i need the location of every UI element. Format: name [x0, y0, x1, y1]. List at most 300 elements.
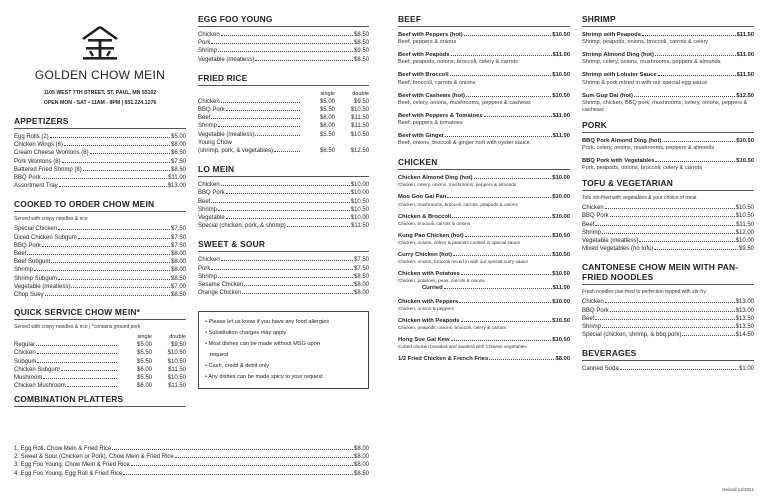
- dot-leader: [255, 60, 353, 61]
- item-price: $10.00: [350, 182, 369, 189]
- item-price: $8.50: [170, 292, 186, 299]
- item-name: Pork: [198, 40, 211, 47]
- dot-leader: [37, 353, 117, 354]
- item-header: [398, 213, 570, 221]
- item-name: Beef with Peppers (hot): [398, 32, 463, 38]
- cook-to-order-item: [14, 225, 186, 233]
- item-price: $8.50: [353, 40, 369, 47]
- dot-leader: [464, 35, 552, 36]
- fried-rice-item: [198, 131, 369, 139]
- item-price: $10.50: [552, 317, 570, 324]
- item-price-single: $5.00: [319, 98, 335, 105]
- beef-title: BEEF: [398, 14, 570, 27]
- dot-leader: [226, 218, 350, 219]
- item-price: $7.50: [170, 234, 186, 241]
- item-price: $8.00: [170, 142, 186, 149]
- item-price: $10.50: [552, 337, 570, 344]
- item-name: Chicken: [198, 32, 220, 38]
- dot-leader: [58, 279, 170, 280]
- item-price-single: $5.50: [319, 131, 335, 138]
- dot-leader: [221, 35, 353, 36]
- dot-leader: [452, 217, 551, 218]
- item-price: $14.50: [735, 332, 754, 339]
- cook-to-order-note: Served with crispy noodles & rice: [14, 216, 88, 223]
- dot-leader: [218, 210, 350, 211]
- col-double-label: double: [169, 334, 186, 341]
- tofu-item: [582, 204, 754, 212]
- dot-leader: [59, 186, 167, 187]
- item-name: Special (chicken, pork, & shrimp): [198, 223, 286, 230]
- beverages-title: BEVERAGES: [582, 348, 754, 361]
- dot-leader: [221, 185, 350, 186]
- fried-rice-item: [198, 98, 369, 106]
- item-name: Shrimp: [14, 267, 34, 274]
- chicken-item: [398, 174, 570, 188]
- egg-foo-young-item: [198, 56, 369, 64]
- dot-leader: [226, 110, 300, 111]
- lo-mein-item: [198, 189, 369, 197]
- dot-leader: [36, 345, 117, 346]
- item-price-double: $12.50: [350, 148, 369, 155]
- item-name: Beef: [582, 315, 595, 322]
- item-variant: [398, 284, 570, 292]
- item-description: Beef, peapods, onions, broccoli, celery & carrots: [398, 59, 519, 66]
- dot-leader: [658, 75, 736, 76]
- item-price: $7.50: [170, 226, 186, 233]
- dot-leader: [211, 43, 353, 44]
- item-name: Beef with Peapods: [398, 52, 450, 59]
- column-4: [582, 14, 754, 374]
- item-price-double: $11.50: [351, 123, 369, 130]
- item-name: Beef: [198, 198, 211, 205]
- lo-mein-title: LO MEIN: [198, 164, 369, 177]
- combo-item: [14, 453, 369, 461]
- cook-to-order-item: [14, 266, 186, 274]
- cantonese-list: [582, 298, 754, 339]
- item-price: $8.00: [170, 267, 186, 274]
- item-price: $10.50: [552, 232, 570, 239]
- item-price-single: $6.00: [136, 366, 152, 373]
- tofu-item: [582, 245, 754, 253]
- quick-service-section: [14, 307, 186, 390]
- dot-leader: [655, 55, 736, 56]
- quick-service-item: [14, 366, 186, 374]
- item-name: Chicken: [582, 205, 604, 212]
- item-name: Chicken: [198, 182, 220, 189]
- item-name: Subgum: [14, 358, 37, 365]
- item-price-single: $6.00: [136, 383, 152, 390]
- item-description: Pork, celery, onions, mushrooms, peppers & almonds: [582, 145, 715, 152]
- dot-leader: [662, 141, 735, 142]
- item-header: [582, 31, 754, 39]
- item-price: $13.50: [735, 324, 754, 331]
- dot-leader: [221, 102, 300, 103]
- item-price: $10.50: [736, 158, 754, 165]
- lo-mein-item: [198, 214, 369, 222]
- item-price-double: $9.50: [170, 342, 186, 349]
- chicken-item: [398, 213, 570, 227]
- item-price-double: $10.50: [167, 350, 186, 357]
- item-name: BBQ Pork: [198, 107, 225, 114]
- item-price: $11.50: [736, 221, 754, 228]
- dot-leader: [244, 285, 353, 286]
- item-name: 2. Sweet & Sour (Chicken or Pork), Chow Mein & Fried Rice: [14, 454, 174, 461]
- item-name: BBQ Pork: [582, 213, 609, 220]
- item-price: $11.50: [736, 32, 754, 38]
- item-name: Vegetable (meatless): [14, 283, 71, 290]
- combos-list: [14, 445, 369, 478]
- chicken-item: [398, 251, 570, 265]
- appetizers-title: APPETIZERS: [14, 116, 186, 129]
- dot-leader: [61, 370, 117, 371]
- beef-item: [398, 51, 570, 66]
- item-name: Pork Wontons (8): [14, 158, 61, 165]
- sweet-sour-item: [198, 289, 369, 297]
- fried-rice-item: [198, 147, 369, 155]
- note-item: • Please let us know if you have any food allergies: [205, 319, 330, 326]
- dot-leader: [43, 378, 117, 379]
- item-name: 3. Egg Foo Young, Chow Mein & Fried Rice: [14, 462, 130, 469]
- item-name: Chicken Subgum: [14, 366, 60, 373]
- fried-rice-item: [198, 114, 369, 122]
- item-price: $12.00: [735, 229, 754, 236]
- item-header: [398, 132, 570, 140]
- sweet-sour-item: [198, 273, 369, 281]
- item-name: Chicken: [198, 257, 220, 264]
- dot-leader: [78, 238, 170, 239]
- item-name: Shrimp with Peapods: [582, 32, 641, 38]
- egg-foo-young-list: [198, 31, 369, 64]
- quick-service-item: [14, 358, 186, 366]
- item-name: Regular: [14, 342, 36, 349]
- beef-list: [398, 31, 570, 147]
- beef-item: [398, 31, 570, 46]
- tofu-item: [582, 221, 754, 229]
- item-name: Chicken Almond Ding (hot): [398, 175, 473, 182]
- dot-leader: [634, 96, 735, 97]
- cook-to-order-item: [14, 234, 186, 242]
- appetizer-item: [14, 158, 186, 166]
- dot-leader: [654, 249, 738, 250]
- item-price: $10.50: [736, 137, 754, 144]
- item-header: [398, 112, 570, 120]
- dot-leader: [450, 75, 552, 76]
- item-header: [398, 336, 570, 344]
- item-price: $11.00: [552, 112, 570, 119]
- restaurant-name: GOLDEN CHOW MEIN: [34, 68, 166, 82]
- quick-service-note: Served with crispy noodles & rice | *contains ground pork: [14, 324, 141, 331]
- item-name: Chicken with Peppers: [398, 298, 459, 305]
- pork-title: PORK: [582, 120, 754, 133]
- item-name: BBQ Pork Almond Ding (hot): [582, 137, 662, 144]
- item-name: 1/2 Fried Chicken & French Fries: [398, 356, 489, 363]
- cook-to-order-item: [14, 275, 186, 283]
- item-name: Beef: [14, 251, 27, 258]
- dot-leader: [221, 260, 353, 261]
- item-name: Kung Pao Chicken (hot): [398, 232, 464, 239]
- item-price-single: $6.00: [319, 123, 335, 130]
- item-price: $8.00: [353, 462, 369, 469]
- item-name: Diced Chicken Subgum: [14, 234, 77, 241]
- item-description: Chicken, peapods, onions, broccoli, celery & carrots: [398, 325, 506, 331]
- combo-item: [14, 461, 369, 469]
- item-header: [398, 71, 570, 79]
- pork-item: [582, 137, 754, 152]
- chicken-item: [398, 298, 570, 312]
- item-name: BBQ Pork: [198, 190, 225, 197]
- dot-leader: [274, 151, 300, 152]
- column-3: [398, 14, 570, 368]
- item-name: Vegetable (meatless): [198, 56, 255, 63]
- item-price: $8.50: [170, 166, 186, 173]
- item-price-single: $5.00: [136, 342, 152, 349]
- dot-leader: [50, 137, 170, 138]
- combo-item: [14, 445, 369, 453]
- item-price-single: $6.50: [319, 148, 335, 155]
- dot-leader: [83, 170, 170, 171]
- item-price: $13.00: [735, 307, 754, 314]
- col-single-label: single: [137, 334, 152, 341]
- item-name: Moo Goo Gai Pan: [398, 194, 447, 201]
- col-double-label: double: [352, 90, 369, 97]
- shrimp-item: [582, 71, 754, 86]
- dot-leader: [461, 321, 552, 322]
- item-name: Shrimp: [582, 229, 602, 236]
- item-name: Special Chicken: [14, 226, 58, 233]
- item-name: Chop Suey: [14, 292, 44, 299]
- pork-list: [582, 137, 754, 172]
- column-2: [198, 14, 369, 389]
- item-description: Chicken, broccoli, carrots & onions: [398, 220, 471, 226]
- item-price: $1.00: [738, 366, 754, 373]
- item-header: [398, 298, 570, 306]
- quick-service-item: [14, 349, 186, 357]
- item-price: $11.50: [736, 72, 754, 79]
- quick-service-item: [14, 374, 186, 382]
- cook-to-order-item: [14, 250, 186, 258]
- dot-leader: [682, 335, 734, 336]
- appetizer-item: [14, 133, 186, 141]
- item-name: BBQ Pork with Vegetables: [582, 158, 655, 165]
- item-name: Beef: [582, 221, 595, 228]
- item-price: $9.50: [738, 246, 754, 253]
- combos-title-wrap: [14, 394, 186, 407]
- item-price: $7.50: [353, 257, 369, 264]
- dot-leader: [447, 197, 551, 198]
- item-name: Young Chow: [198, 139, 232, 146]
- item-name: Vegetable (meatless): [582, 238, 639, 245]
- appetizer-item: [14, 174, 186, 182]
- item-price: $8.00: [353, 282, 369, 289]
- item-name: Sum Gup Dai (hot): [582, 92, 633, 99]
- item-name: Chicken: [14, 350, 36, 357]
- quick-service-item: [14, 382, 186, 390]
- beef-item: [398, 92, 570, 107]
- item-name: 1. Egg Roll, Chow Mein & Fried Rice: [14, 446, 112, 452]
- combos-title: COMBINATION PLATTERS: [14, 394, 186, 407]
- dot-leader: [242, 293, 353, 294]
- item-name: Hong Sue Gai Kew: [398, 337, 450, 344]
- dot-leader: [51, 262, 170, 263]
- item-price: $10.00: [552, 194, 570, 201]
- note-item: • Cash, credit & debit only: [205, 363, 270, 370]
- item-description: Shrimp & pork mixed in with our special egg sauce: [582, 79, 708, 86]
- item-header: [582, 157, 754, 165]
- dot-leader: [64, 145, 170, 146]
- item-price: $11.00: [552, 133, 570, 140]
- item-price: $8.50: [353, 32, 369, 38]
- fried-rice-header: [198, 90, 369, 98]
- item-price: $11.00: [168, 175, 186, 182]
- dot-leader: [287, 226, 350, 227]
- item-price-double: $9.50: [353, 98, 369, 105]
- item-price: $8.00: [353, 446, 369, 452]
- item-name: Egg Rolls (2): [14, 134, 49, 140]
- item-description: Beef, broccoli, carrots & onions: [398, 79, 476, 86]
- tofu-item: [582, 229, 754, 237]
- sweet-sour-list: [198, 256, 369, 297]
- item-name: Chicken Mushroom: [14, 383, 66, 390]
- item-description: Chicken, onions & peppers: [398, 305, 455, 311]
- item-price: $10.50: [552, 32, 570, 38]
- dot-leader: [466, 96, 551, 97]
- dot-leader: [62, 162, 170, 163]
- cantonese-item: [582, 298, 754, 306]
- item-price-double: $10.50: [350, 107, 369, 114]
- item-price: $13.00: [735, 299, 754, 306]
- beef-item: [398, 71, 570, 86]
- item-price-double: $10.50: [167, 358, 186, 365]
- item-price: $10.50: [552, 271, 570, 278]
- golden-chow-mein-logo-icon: [80, 26, 120, 60]
- item-price: $8.00: [170, 251, 186, 258]
- item-description: Shrimp, celery, onions, mushrooms, peppers & almonds: [582, 59, 721, 66]
- item-price-double: $11.50: [168, 366, 186, 373]
- cook-to-order-title: COOKED TO ORDER CHOW MEIN: [14, 199, 186, 212]
- item-price: $8.50: [353, 56, 369, 63]
- dot-leader: [602, 327, 735, 328]
- item-price: $8.00: [555, 356, 570, 363]
- item-name: Chicken Wings (6): [14, 142, 64, 149]
- item-description: Beef, peppers & tomatoes: [398, 120, 463, 127]
- item-price: $7.00: [170, 283, 186, 290]
- sweet-sour-item: [198, 265, 369, 273]
- item-price: $7.50: [170, 242, 186, 249]
- item-price-double: $11.50: [351, 115, 369, 122]
- fried-rice-item: [198, 139, 369, 147]
- pork-item: [582, 157, 754, 172]
- beef-item: [398, 132, 570, 147]
- dot-leader: [444, 288, 552, 289]
- lo-mein-list: [198, 181, 369, 230]
- item-description: Chicken, mushrooms, broccoli, carrots, peapods & onions: [398, 201, 518, 207]
- item-name: Shrimp: [198, 48, 218, 55]
- item-header: [398, 251, 570, 259]
- item-price: $11.50: [351, 223, 369, 230]
- dot-leader: [605, 302, 735, 303]
- egg-foo-young-item: [198, 31, 369, 39]
- shrimp-list: [582, 31, 754, 114]
- tofu-list: [582, 204, 754, 253]
- chicken-list: [398, 174, 570, 363]
- item-name: Chicken with Peapods: [398, 317, 460, 324]
- dot-leader: [218, 277, 353, 278]
- item-name: Shrimp: [198, 206, 218, 213]
- item-price: $5.00: [170, 134, 186, 140]
- dot-leader: [112, 449, 353, 450]
- tofu-note: Tofu stir-fried with vegetables & your choice of meat: [582, 195, 697, 202]
- item-price: $11.00: [736, 52, 754, 59]
- dot-leader: [595, 225, 735, 226]
- item-description: Beef, onions, broccoli & ginger root with oyster sauce: [398, 140, 530, 147]
- item-name: Vegetable (meatless): [198, 131, 255, 138]
- dot-leader: [453, 255, 551, 256]
- variant-price: $11.00: [552, 285, 570, 292]
- item-name: Cream Cheese Wontons (8): [14, 150, 89, 157]
- dot-leader: [459, 302, 551, 303]
- item-name: Chicken with Potatoes: [398, 271, 460, 278]
- item-name: 4. Egg Foo Young, Egg Roll & Fried Rice: [14, 470, 123, 477]
- cantonese-note: Fresh noodles pan-fried to perfection topped with stir-fry: [582, 289, 706, 296]
- item-description: Beef, peppers & onions: [398, 39, 457, 46]
- item-price-single: $5.50: [136, 375, 152, 382]
- restaurant-hours: OPEN MON - SAT • 11AM - 8PM | 651.224.1276: [43, 100, 157, 106]
- item-price: $10.50: [552, 252, 570, 259]
- shrimp-title: SHRIMP: [582, 14, 754, 27]
- item-price: $13.50: [735, 315, 754, 322]
- lo-mein-item: [198, 198, 369, 206]
- item-price-single: $6.00: [319, 115, 335, 122]
- item-header: [398, 193, 570, 201]
- notes-box: [198, 311, 369, 389]
- item-name: Sesame Chicken: [198, 282, 244, 289]
- dot-leader: [639, 241, 734, 242]
- item-name: BBQ Pork: [14, 242, 41, 249]
- appetizer-item: [14, 149, 186, 157]
- note-item: • Any dishes can be made spicy to your request: [205, 374, 323, 381]
- item-price: $8.50: [353, 470, 369, 477]
- item-name: Shrimp: [582, 324, 602, 331]
- item-header: [582, 51, 754, 59]
- appetizers-section: [14, 116, 186, 190]
- quick-service-item: [14, 341, 186, 349]
- dot-leader: [218, 51, 353, 52]
- col-single-label: single: [320, 90, 335, 97]
- item-price: $8.00: [353, 454, 369, 461]
- dot-leader: [484, 116, 552, 117]
- item-name: Shrimp Subgum: [14, 275, 58, 282]
- chicken-title: CHICKEN: [398, 157, 570, 170]
- chicken-item: [398, 193, 570, 207]
- cook-to-order-item: [14, 283, 186, 291]
- dot-leader: [42, 178, 167, 179]
- item-price: $8.50: [170, 275, 186, 282]
- appetizer-item: [14, 141, 186, 149]
- item-price: $10.50: [350, 206, 369, 213]
- item-header: [582, 92, 754, 100]
- item-name: Shrimp Almond Ding (hot): [582, 52, 654, 59]
- item-price: $10.00: [735, 238, 754, 245]
- item-name: Vegetable: [198, 215, 225, 222]
- item-name: Curry Chicken (hot): [398, 252, 453, 259]
- item-name: Mushroom: [14, 375, 43, 382]
- item-description: Beef, celery, onions, mushrooms, peppers & cashews: [398, 99, 531, 106]
- item-name: Mixed Vegetables (no tofu): [582, 246, 654, 253]
- tofu-item: [582, 237, 754, 245]
- item-name: (shrimp, pork, & vegetables): [198, 148, 274, 155]
- dot-leader: [620, 369, 738, 370]
- dot-leader: [655, 161, 735, 162]
